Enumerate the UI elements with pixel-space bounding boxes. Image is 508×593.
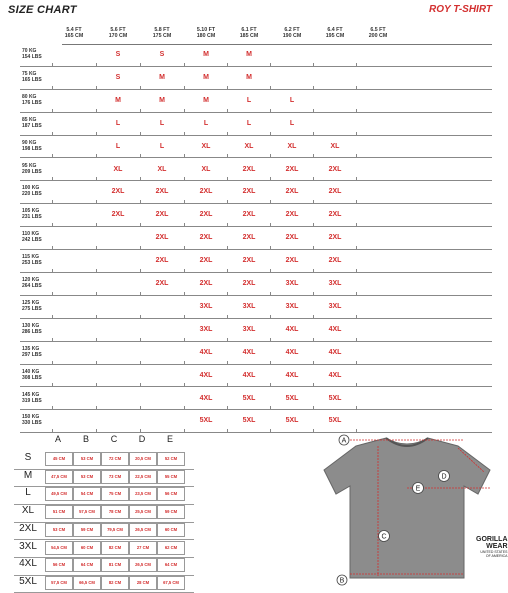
size-cell: XL <box>201 142 211 150</box>
weight-row <box>8 44 500 67</box>
size-cell: 2XL <box>155 280 169 287</box>
size-cell: XL <box>157 165 167 173</box>
measure-row <box>14 485 194 505</box>
size-cell: 5XL <box>328 394 342 402</box>
weight-label <box>22 254 42 266</box>
measure-row <box>14 468 194 488</box>
size-cell: L <box>203 119 209 127</box>
measure-value: 82 CM <box>101 576 129 590</box>
size-cell: 2XL <box>242 188 256 196</box>
measure-value: 53 CM <box>45 523 73 537</box>
measure-value: 52 CM <box>157 452 185 466</box>
size-cell: 4XL <box>199 394 213 402</box>
size-cell: XL <box>287 142 297 150</box>
size-cell: L <box>289 119 295 127</box>
measure-value: 20,5 CM <box>129 452 157 466</box>
measure-value: 79,5 CM <box>101 523 129 537</box>
size-cell: L <box>115 142 121 150</box>
weight-kg: 130 KG <box>22 322 40 329</box>
size-cell: 5XL <box>285 417 299 425</box>
weight-lbs: 187 LBS <box>22 122 42 129</box>
measure-value: 55 CM <box>157 470 185 484</box>
height-header <box>356 27 400 39</box>
weight-lbs: 286 LBS <box>22 328 42 335</box>
height-cm: 170 CM <box>108 33 128 39</box>
weight-row <box>8 136 500 159</box>
weight-lbs: 220 LBS <box>22 191 42 198</box>
measure-size: M <box>23 469 33 481</box>
weight-kg: 145 KG <box>22 391 40 398</box>
size-cell: 4XL <box>328 348 342 356</box>
measure-value: 26,5 CM <box>129 523 157 537</box>
size-cell: 2XL <box>199 211 213 219</box>
measure-row <box>14 574 194 593</box>
weight-row <box>8 273 500 296</box>
measure-value: 57,5 CM <box>73 505 101 519</box>
size-cell: L <box>246 119 252 127</box>
weight-kg: 80 KG <box>22 93 37 100</box>
size-cell: 4XL <box>285 325 299 333</box>
weight-lbs: 209 LBS <box>22 168 42 175</box>
measure-column-header: A <box>54 434 61 444</box>
size-cell: M <box>246 51 252 58</box>
weight-kg: 125 KG <box>22 299 40 306</box>
measure-value: 56 CM <box>45 558 73 572</box>
measure-value: 75 CM <box>101 487 129 501</box>
measure-size: 2XL <box>19 522 37 534</box>
measure-value: 53 CM <box>73 470 101 484</box>
height-ft: 6.1 FT <box>241 27 257 33</box>
weight-kg: 105 KG <box>22 208 40 215</box>
size-cell: 5XL <box>199 417 213 425</box>
weight-row <box>8 227 500 250</box>
measure-row <box>14 503 194 523</box>
weight-row <box>8 90 500 113</box>
measure-value: 72 CM <box>101 452 129 466</box>
label-e: E <box>415 485 421 493</box>
weight-kg: 150 KG <box>22 414 40 421</box>
weight-row <box>8 113 500 136</box>
measure-size: 3XL <box>19 540 37 552</box>
measure-size: 4XL <box>19 558 37 570</box>
size-cell: 4XL <box>242 348 256 356</box>
size-cell: 5XL <box>285 394 299 402</box>
measure-column-header: C <box>110 434 118 444</box>
size-cell: XL <box>113 165 123 173</box>
size-cell: 2XL <box>285 211 299 219</box>
brand-line-2: WEAR <box>486 543 508 550</box>
size-cell: 2XL <box>328 188 342 196</box>
page-title: SIZE CHART <box>8 4 77 16</box>
size-cell: 2XL <box>199 188 213 196</box>
height-header <box>140 27 184 39</box>
weight-label <box>22 369 42 381</box>
size-cell: 2XL <box>242 165 256 173</box>
header <box>8 4 492 20</box>
label-d: D <box>441 473 447 481</box>
weight-row <box>8 388 500 411</box>
tshirt-diagram <box>318 428 496 586</box>
weight-kg: 115 KG <box>22 254 39 261</box>
height-ft: 5.10 FT <box>196 27 216 33</box>
size-cell: 2XL <box>199 234 213 242</box>
weight-label <box>22 414 42 426</box>
size-cell: 2XL <box>242 257 256 265</box>
measure-value: 73 CM <box>101 470 129 484</box>
measure-value: 66,5 CM <box>73 576 101 590</box>
weight-lbs: 297 LBS <box>22 351 42 358</box>
height-ft: 6.4 FT <box>327 27 343 33</box>
measure-value: 59 CM <box>73 523 101 537</box>
weight-row <box>8 250 500 273</box>
size-cell: 4XL <box>199 348 213 356</box>
measure-row <box>14 521 194 541</box>
size-cell: 2XL <box>242 211 256 219</box>
weight-label <box>22 208 42 220</box>
measure-column-header: B <box>82 434 89 444</box>
weight-label <box>22 323 42 335</box>
size-cell: 2XL <box>328 234 342 242</box>
measure-value: 27 CM <box>129 541 157 555</box>
measure-column-header: E <box>166 434 173 444</box>
weight-kg: 70 KG <box>22 48 37 54</box>
height-cm: 195 CM <box>325 33 345 39</box>
measure-value: 64 CM <box>73 558 101 572</box>
brand-line-1: GORILLA <box>476 536 508 543</box>
weight-row <box>8 365 500 388</box>
measure-value: 67,5 CM <box>157 576 185 590</box>
height-header <box>52 27 96 39</box>
size-cell: M <box>115 96 121 104</box>
height-ft: 5.8 FT <box>154 27 170 33</box>
brand-logo <box>476 536 508 558</box>
size-cell: 3XL <box>199 325 213 333</box>
weight-lbs: 308 LBS <box>22 374 42 381</box>
size-cell: 3XL <box>242 325 256 333</box>
weight-label <box>22 117 42 129</box>
size-cell: M <box>246 73 252 81</box>
measure-size: XL <box>21 505 35 517</box>
measure-value: 60 CM <box>157 523 185 537</box>
weight-label <box>22 185 42 197</box>
size-cell: 2XL <box>328 165 342 173</box>
size-cell: 2XL <box>328 211 342 219</box>
weight-label <box>22 48 42 60</box>
height-cm: 200 CM <box>368 33 388 39</box>
size-cell: 3XL <box>199 302 213 310</box>
measure-value: 51 CM <box>45 505 73 519</box>
measure-value: 62 CM <box>157 541 185 555</box>
size-cell: 3XL <box>285 302 299 310</box>
size-cell: L <box>246 96 252 104</box>
measure-row <box>14 539 194 559</box>
size-cell: 2XL <box>242 280 256 287</box>
weight-kg: 140 KG <box>22 368 40 375</box>
weight-label <box>22 346 42 358</box>
measure-value: 26,5 CM <box>129 558 157 572</box>
weight-lbs: 319 LBS <box>22 397 42 404</box>
weight-kg: 95 KG <box>22 162 37 169</box>
measure-value: 54 CM <box>73 487 101 501</box>
size-cell: 3XL <box>328 280 342 287</box>
height-cm: 175 CM <box>152 33 172 39</box>
measure-value: 49,5 CM <box>45 487 73 501</box>
size-cell: M <box>159 96 165 104</box>
size-cell: XL <box>330 142 340 150</box>
weight-kg: 135 KG <box>22 345 40 352</box>
weight-row <box>8 181 500 204</box>
measure-size: L <box>25 487 31 499</box>
weight-row <box>8 67 500 90</box>
weight-label <box>22 71 42 83</box>
size-cell: 2XL <box>242 234 256 242</box>
weight-label <box>22 140 42 152</box>
size-cell: 2XL <box>285 165 299 173</box>
brand-tagline: UNITED STATES OF AMERICA <box>480 550 508 558</box>
height-ft: 6.5 FT <box>370 27 386 33</box>
height-header <box>270 27 314 39</box>
product-name: ROY T-SHIRT <box>429 4 492 15</box>
weight-lbs: 176 LBS <box>22 99 42 106</box>
weight-label <box>22 300 42 312</box>
height-cm: 190 CM <box>282 33 302 39</box>
measure-value: 78 CM <box>101 505 129 519</box>
tshirt-shape <box>324 438 490 578</box>
size-cell: 2XL <box>155 211 169 219</box>
weight-lbs: 253 LBS <box>22 260 42 267</box>
size-cell: 4XL <box>242 371 256 379</box>
height-ft: 5.4 FT <box>66 27 82 33</box>
size-cell: 5XL <box>242 394 256 402</box>
weight-label <box>22 231 42 243</box>
height-header <box>184 27 228 39</box>
height-ft: 6.2 FT <box>284 27 300 33</box>
size-cell: 2XL <box>285 188 299 196</box>
height-header <box>313 27 357 39</box>
weight-lbs: 198 LBS <box>22 145 42 152</box>
size-cell: M <box>203 73 209 81</box>
weight-lbs: 231 LBS <box>22 214 42 221</box>
measure-value: 82 CM <box>101 541 129 555</box>
weight-kg: 110 KG <box>22 231 39 238</box>
size-cell: XL <box>201 165 211 173</box>
size-cell: 4XL <box>328 325 342 333</box>
size-cell: 2XL <box>111 211 125 219</box>
measure-value: 47,5 CM <box>45 470 73 484</box>
height-ft: 5.6 FT <box>110 27 126 33</box>
label-a: A <box>341 437 347 445</box>
size-cell: 2XL <box>199 280 213 287</box>
measure-row <box>14 450 194 470</box>
size-cell: L <box>289 96 295 104</box>
size-cell: 2XL <box>285 257 299 265</box>
weight-row <box>8 342 500 365</box>
weight-row <box>8 319 500 342</box>
size-cell: 2XL <box>285 234 299 242</box>
weight-kg: 120 KG <box>22 277 40 283</box>
label-b: B <box>339 577 345 585</box>
weight-kg: 75 KG <box>22 70 37 77</box>
measure-row <box>14 556 194 576</box>
measure-value: 59 CM <box>157 505 185 519</box>
size-cell: 2XL <box>155 234 169 242</box>
size-cell: S <box>115 51 121 58</box>
size-cell: 3XL <box>328 302 342 310</box>
size-cell: M <box>159 73 165 81</box>
weight-lbs: 165 LBS <box>22 76 42 83</box>
weight-lbs: 275 LBS <box>22 305 42 312</box>
height-cm: 165 CM <box>64 33 84 39</box>
measure-size: 5XL <box>19 575 37 587</box>
weight-lbs: 154 LBS <box>22 54 42 60</box>
weight-row <box>8 296 500 319</box>
size-cell: XL <box>244 142 254 150</box>
size-cell: M <box>203 96 209 104</box>
measure-value: 81 CM <box>101 558 129 572</box>
size-cell: L <box>115 119 121 127</box>
size-cell: 4XL <box>285 371 299 379</box>
size-cell: M <box>203 51 209 58</box>
measure-value: 53 CM <box>73 452 101 466</box>
weight-kg: 100 KG <box>22 185 40 192</box>
size-cell: 3XL <box>285 280 299 287</box>
weight-row <box>8 204 500 227</box>
size-cell: S <box>115 73 121 81</box>
size-cell: 4XL <box>199 371 213 379</box>
height-header <box>96 27 140 39</box>
size-cell: 5XL <box>328 417 342 425</box>
measure-value: 23,5 CM <box>129 487 157 501</box>
measure-value: 28 CM <box>129 576 157 590</box>
size-cell: 3XL <box>242 302 256 310</box>
measure-value: 60 CM <box>73 541 101 555</box>
size-cell: 2XL <box>199 257 213 265</box>
weight-lbs: 330 LBS <box>22 420 42 427</box>
measure-value: 22,5 CM <box>129 470 157 484</box>
measure-value: 56 CM <box>157 487 185 501</box>
weight-kg: 85 KG <box>22 116 37 123</box>
weight-label <box>22 277 42 289</box>
measure-value: 54,5 CM <box>45 541 73 555</box>
label-c: C <box>381 533 387 541</box>
size-cell: 2XL <box>155 257 169 265</box>
measure-value: 25,5 CM <box>129 505 157 519</box>
height-cm: 185 CM <box>239 33 259 39</box>
size-cell: S <box>159 51 165 58</box>
weight-label <box>22 163 42 175</box>
size-cell: 4XL <box>328 371 342 379</box>
measure-value: 45 CM <box>45 452 73 466</box>
size-cell: L <box>159 119 165 127</box>
size-cell: 4XL <box>285 348 299 356</box>
measure-value: 64 CM <box>157 558 185 572</box>
weight-label <box>22 392 42 404</box>
height-cm: 180 CM <box>196 33 216 39</box>
weight-lbs: 264 LBS <box>22 283 42 289</box>
weight-row <box>8 159 500 182</box>
size-cell: 2XL <box>328 257 342 265</box>
height-header <box>227 27 271 39</box>
weight-lbs: 242 LBS <box>22 237 42 244</box>
size-cell: L <box>159 142 165 150</box>
weight-kg: 90 KG <box>22 139 37 146</box>
size-cell: 2XL <box>155 188 169 196</box>
weight-label <box>22 94 42 106</box>
measure-column-header: D <box>138 434 146 444</box>
measure-value: 57,5 CM <box>45 576 73 590</box>
size-cell: 2XL <box>111 188 125 196</box>
measure-size: S <box>24 452 32 463</box>
size-cell: 5XL <box>242 417 256 425</box>
